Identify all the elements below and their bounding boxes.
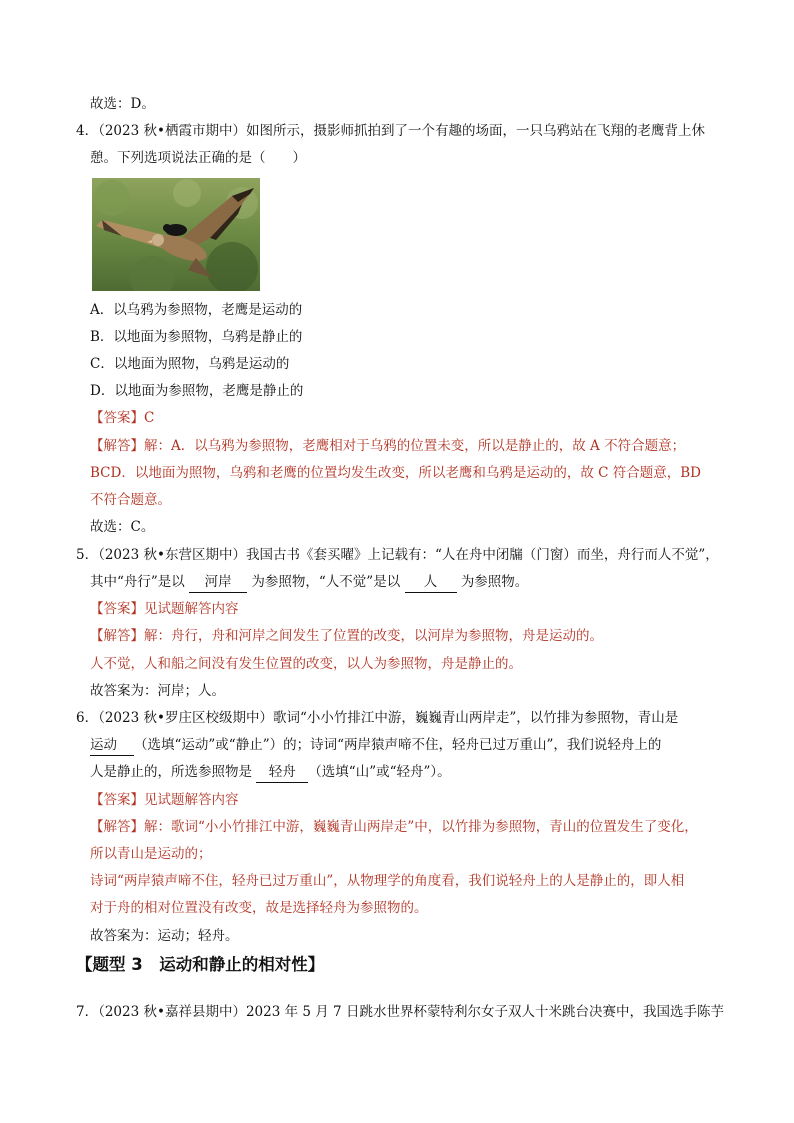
q6-analysis-3: 诗词“两岸猿声啼不住，轻舟已过万重山”，从物理学的角度看，我们说轻舟上的人是静止的，即人相 <box>90 873 685 889</box>
q5-stem-line-1: 5．（2023 秋•东营区期中）我国古书《套买曜》上记载有：“人在舟中闭牖（门窗）而坐，舟行而人不觉”， <box>76 547 719 563</box>
q5-blank-1: 河岸 <box>189 572 247 593</box>
q6-stem-3a: 人是静止的，所选参照物是 <box>90 764 252 780</box>
q5-blank-2: 人 <box>405 572 457 593</box>
q4-option-b: B．以地面为参照物，乌鸦是静止的 <box>90 329 303 345</box>
q6-analysis-4: 对于舟的相对位置没有改变，故是选择轻舟为参照物的。 <box>90 900 428 916</box>
q4-stem-line-2: 憩。下列选项说法正确的是（ ） <box>90 150 306 166</box>
q4-analysis-2: BCD．以地面为照物，乌鸦和老鹰的位置均发生改变，所以老鹰和乌鸦是运动的，故 C 符合题意，BD <box>90 465 701 481</box>
q5-stem-line-2 <box>90 572 528 593</box>
q4-answer: 【答案】C <box>90 410 155 426</box>
q6-result: 故答案为：运动；轻舟。 <box>90 928 239 944</box>
q6-stem-2: （选填“运动”或“静止”）的；诗词“两岸猿声啼不住，轻舟已过万重山”，我们说轻舟上的 <box>134 737 662 753</box>
section-heading: 【题型 3 运动和静止的相对性】 <box>76 955 325 974</box>
q6-analysis-1: 【解答】解：歌词“小小竹排江中游，巍巍青山两岸走”中，以竹排为参照物，青山的位置发生了变化， <box>90 819 698 835</box>
q6-blank-1: 运动 <box>90 735 134 756</box>
q5-answer: 【答案】见试题解答内容 <box>90 601 239 617</box>
q6-answer: 【答案】见试题解答内容 <box>90 792 239 808</box>
q5-stem-2a: 其中“舟行”是以 <box>90 574 185 590</box>
q4-option-a: A．以乌鸦为参照物，老鹰是运动的 <box>90 302 303 318</box>
q6-stem-line-2 <box>90 735 661 756</box>
eagle-crow-photo <box>92 178 260 291</box>
q4-stem-line-1: 4．（2023 秋•栖霞市期中）如图所示，摄影师抓拍到了一个有趣的场面，一只乌鸦站在飞翔的老鹰背上休 <box>76 123 705 139</box>
q7-stem-line-1: 7．（2023 秋•嘉祥县期中）2023 年 5 月 7 日跳水世界杯蒙特利尔女子双人十米跳台决赛中，我国选手陈芋 <box>76 1004 724 1020</box>
q3-result: 故选：D。 <box>90 96 155 112</box>
q5-stem-2c: 为参照物。 <box>460 574 529 590</box>
q6-analysis-2: 所以青山是运动的； <box>90 846 212 862</box>
q5-stem-2b: 为参照物，“人不觉”是以 <box>251 574 401 590</box>
q6-stem-3b: （选填“山”或“轻舟”）。 <box>308 764 451 780</box>
q5-analysis-1: 【解答】解：舟行，舟和河岸之间发生了位置的改变，以河岸为参照物，舟是运动的。 <box>90 628 603 644</box>
q4-analysis-1: 【解答】解：A．以乌鸦为参照物，老鹰相对于乌鸦的位置未变，所以是静止的，故 A 不符合题意； <box>90 438 686 454</box>
q4-result: 故选：C。 <box>90 519 155 535</box>
q6-stem-line-1: 6．（2023 秋•罗庄区校级期中）歌词“小小竹排江中游，巍巍青山两岸走”，以竹排为参照物，青山是 <box>76 710 679 726</box>
q5-result: 故答案为：河岸；人。 <box>90 683 225 699</box>
q4-analysis-3: 不符合题意。 <box>90 492 171 508</box>
q5-analysis-2: 人不觉，人和船之间没有发生位置的改变，以人为参照物，舟是静止的。 <box>90 656 522 672</box>
q4-option-c: C．以地面为照物，乌鸦是运动的 <box>90 356 290 372</box>
eagle-crow-illustration <box>92 178 260 291</box>
q6-blank-2: 轻舟 <box>256 762 308 783</box>
q4-option-d: D．以地面为参照物，老鹰是静止的 <box>90 383 304 399</box>
q6-stem-line-3 <box>90 762 451 783</box>
